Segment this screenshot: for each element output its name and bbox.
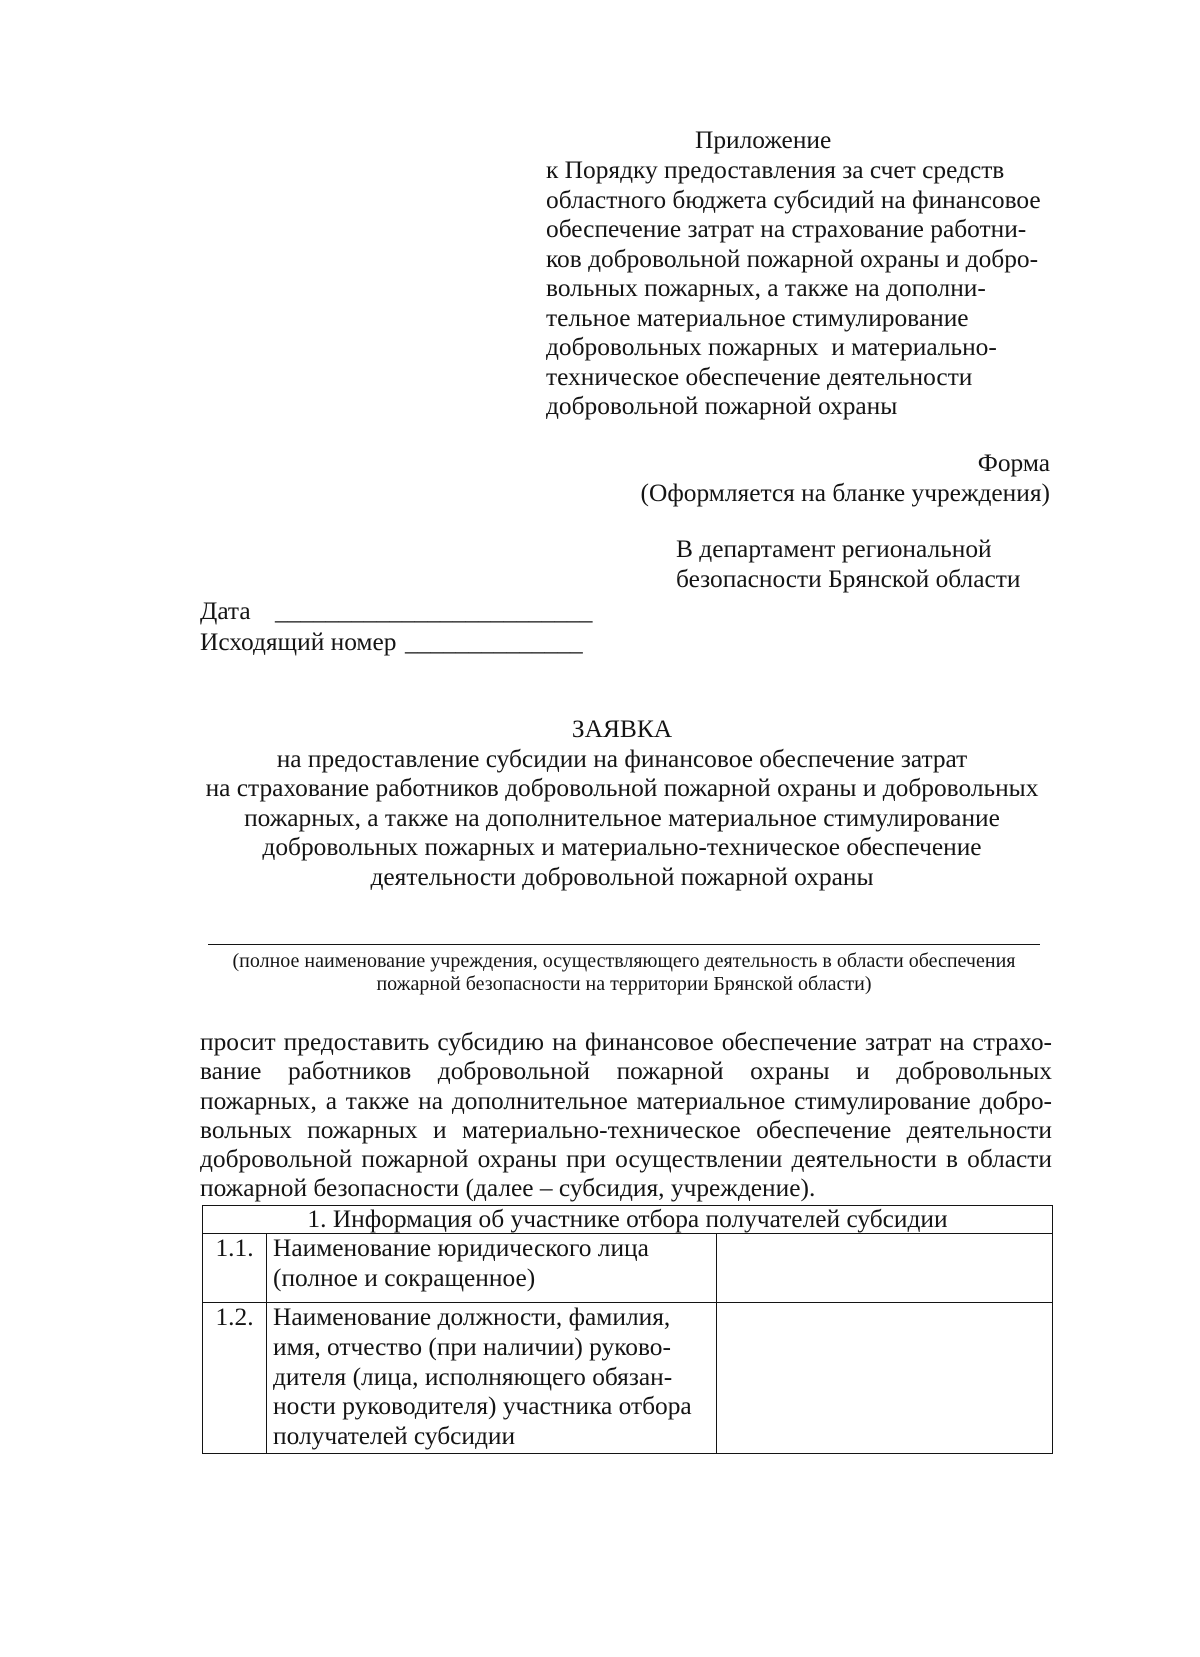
form-label: Форма <box>977 449 1050 477</box>
appendix-reference <box>546 156 1041 422</box>
row-label-line: ности руководителя) участника отбора <box>273 1392 692 1421</box>
row-label-line: Наименование должности, фамилия, <box>273 1303 671 1331</box>
participant-info-table <box>202 1205 1053 1454</box>
row-number-cell: 1.2. <box>203 1303 267 1454</box>
table-header-row <box>203 1206 1053 1234</box>
date-field <box>200 596 593 626</box>
date-label: Дата <box>200 597 251 625</box>
recipient-line: В департамент региональной <box>676 535 992 563</box>
row-label-cell <box>267 1303 717 1454</box>
appendix-title: Приложение <box>695 126 832 154</box>
appendix-line: тельное материальное стимулирование <box>546 303 969 332</box>
appendix-line: добровольных пожарных и материально- <box>546 333 997 361</box>
application-subtitle-line: на предоставление субсидии на финансовое обеспечение затрат <box>276 744 968 773</box>
caption-line: пожарной безопасности на территории Брянской области) <box>376 973 872 995</box>
recipient-address <box>676 535 1020 594</box>
outgoing-number-blank: ______________ <box>405 628 583 656</box>
row-number-cell: 1.1. <box>203 1234 267 1303</box>
paragraph-line: добровольной пожарной охраны при осуществлении деятельности в области <box>200 1145 1052 1174</box>
row-label-line: получателей субсидии <box>273 1422 516 1451</box>
caption-line: (полное наименование учреждения, осуществляющего деятельность в области обеспечения <box>232 950 1016 972</box>
application-subtitle-line: деятельности добровольной пожарной охраны <box>370 862 874 891</box>
paragraph-line: пожарной безопасности (далее – субсидия, учреждение). <box>200 1174 816 1203</box>
date-blank: _________________________ <box>275 597 593 625</box>
appendix-line: к Порядку предоставления за счет средств <box>546 156 1005 184</box>
row-label-line: Наименование юридического лица <box>273 1234 649 1262</box>
outgoing-number-label: Исходящий номер <box>200 628 397 656</box>
appendix-line: добровольной пожарной охраны <box>546 392 898 420</box>
outgoing-number-field <box>200 627 583 657</box>
row-label-cell <box>267 1234 717 1303</box>
row-label-line: дителя (лица, исполняющего обязан- <box>273 1362 673 1391</box>
application-subtitle-line: добровольных пожарных и материально-техническое обеспечение <box>262 833 982 861</box>
organization-name-caption <box>208 950 1040 996</box>
application-heading <box>200 715 1044 892</box>
organization-name-line <box>208 944 1040 945</box>
row-label-line: (полное и сокращенное) <box>273 1263 536 1292</box>
appendix-line: областного бюджета субсидий на финансовое <box>546 185 1041 214</box>
appendix-line: вольных пожарных, а также на дополни- <box>546 274 986 302</box>
section-header-cell: 1. Информация об участнике отбора получателей субсидии <box>203 1206 1053 1234</box>
table-row <box>203 1234 1053 1303</box>
recipient-line: безопасности Брянской области <box>676 564 1021 593</box>
appendix-line: ков добровольной пожарной охраны и добро- <box>546 244 1039 273</box>
form-note <box>560 449 1050 508</box>
request-paragraph <box>200 1028 1052 1204</box>
application-subtitle-line: пожарных, а также на дополнительное материальное стимулирование <box>244 803 1000 832</box>
table-row <box>203 1303 1053 1454</box>
row-value-cell <box>717 1303 1053 1454</box>
appendix-line: обеспечение затрат на страхование работни- <box>546 215 1027 243</box>
paragraph-line: просит предоставить субсидию на финансовое обеспечение затрат на страхо- <box>200 1028 1052 1056</box>
application-title: ЗАЯВКА <box>571 715 673 743</box>
form-instruction: (Оформляется на бланке учреждения) <box>640 478 1050 507</box>
paragraph-line: пожарных, а также на дополнительное материальное стимулирование добро- <box>200 1086 1052 1115</box>
row-value-cell <box>717 1234 1053 1303</box>
application-subtitle-line: на страхование работников добровольной пожарной охраны и добровольных <box>205 774 1039 802</box>
appendix-line: техническое обеспечение деятельности <box>546 362 973 391</box>
row-label-line: имя, отчество (при наличии) руково- <box>273 1332 671 1361</box>
paragraph-line: вольных пожарных и материально-техническое обеспечение деятельности <box>200 1115 1052 1144</box>
paragraph-line: вание работников добровольной пожарной охраны и добровольных <box>200 1057 1052 1086</box>
